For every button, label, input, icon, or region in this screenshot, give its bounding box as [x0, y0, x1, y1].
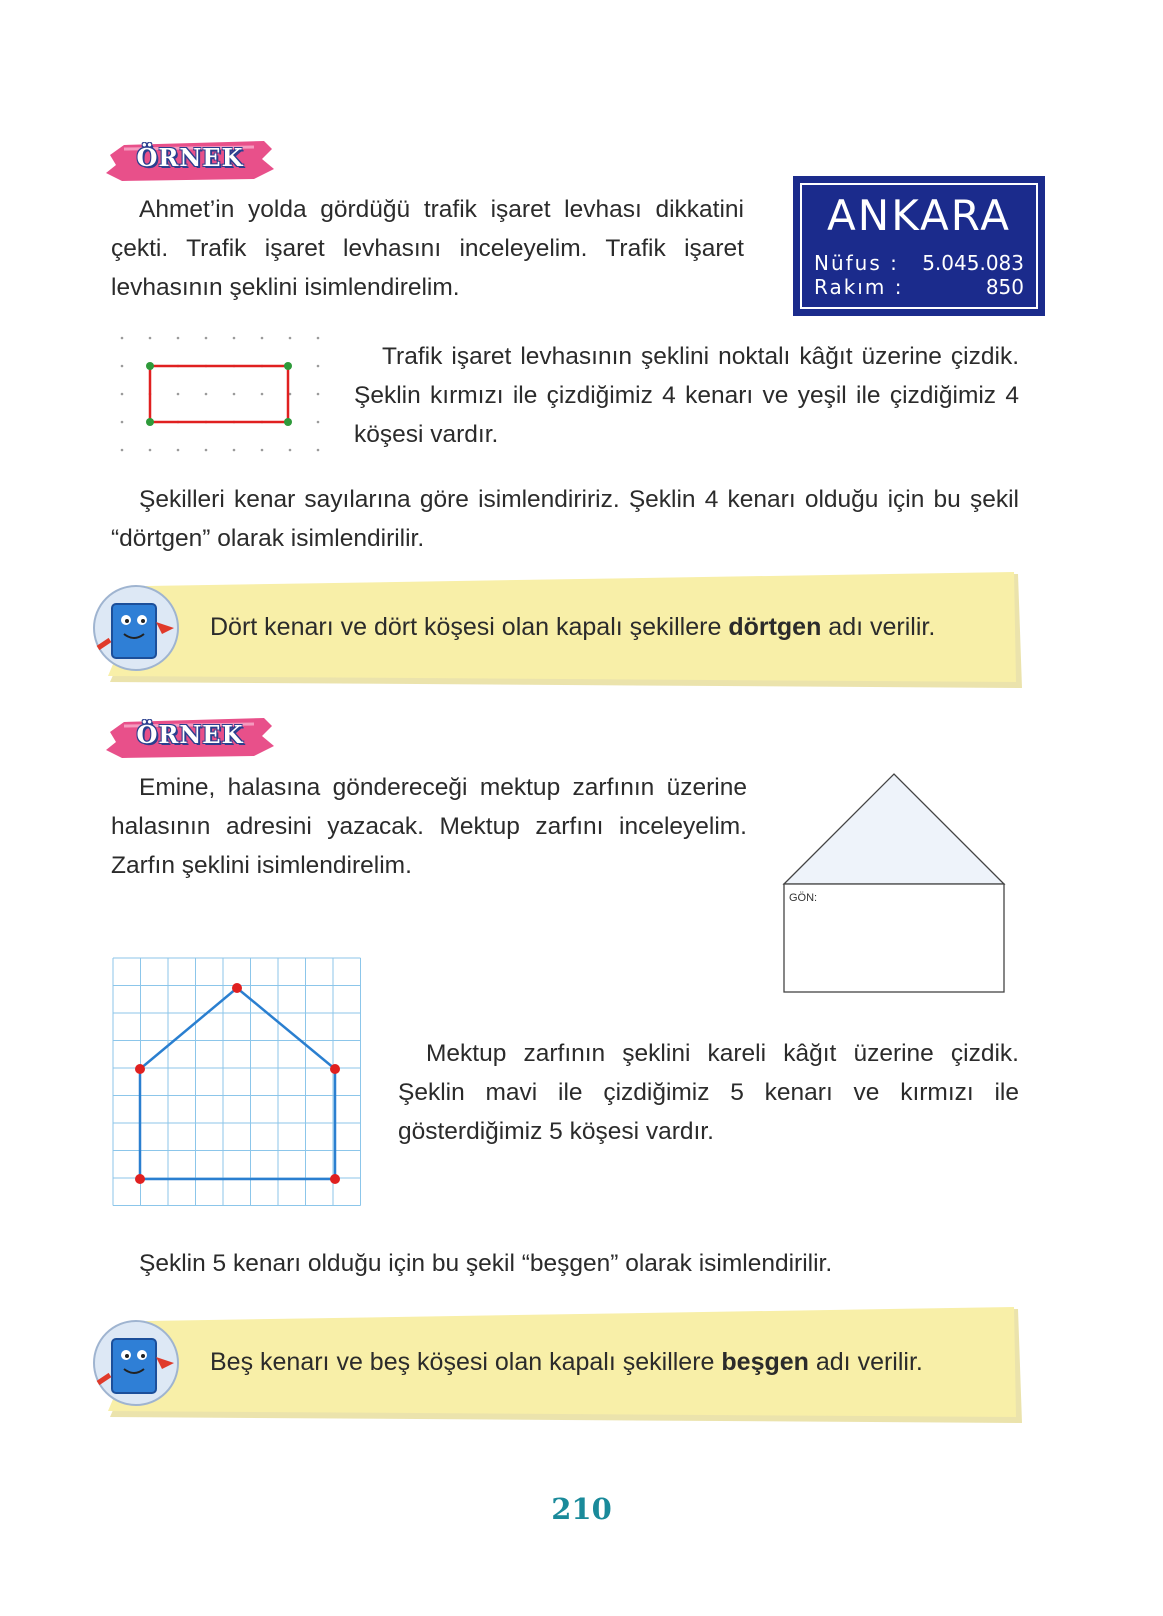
pentagon-text: Mektup zarfının şeklini kareli kâğıt üzerine çizdik. Şeklin mavi ile çizdiğimiz 5 kenarı ve kırmızı ile gösterdiğimiz 5 köşesi vardır. — [398, 1040, 1019, 1145]
grid-dot — [177, 393, 180, 396]
sign-city: ANKARA — [827, 191, 1011, 240]
badge-label: ÖRNEK — [136, 143, 244, 172]
example1-text: Ahmet’in yolda gördüğü trafik işaret levhası dikkatini çekti. Trafik işaret levhasını inceleyelim. Trafik işaret levhasının şeklini isimlendirelim. — [111, 196, 744, 301]
dotted-paper-rectangle — [112, 330, 327, 460]
envelope-sender-label: GÖN: — [789, 892, 818, 904]
pentagon-vertex — [330, 1174, 340, 1184]
grid-dot — [205, 337, 208, 340]
grid-dot — [205, 393, 208, 396]
example-badge — [104, 712, 276, 764]
grid-paper-pentagon — [112, 957, 367, 1212]
rule-banner-besgen — [90, 1305, 1030, 1430]
grid-dot — [261, 393, 264, 396]
grid-dot — [317, 449, 320, 452]
grid-dot — [177, 337, 180, 340]
rectangle-edges — [150, 366, 288, 422]
sign-population-value: 5.045.083 — [922, 251, 1024, 275]
grid-dot — [121, 365, 124, 368]
grid-dot — [121, 449, 124, 452]
pentagon-vertex — [135, 1064, 145, 1074]
pentagon-vertex — [330, 1064, 340, 1074]
grid-dot — [149, 337, 152, 340]
rule-text-part: adı verilir. — [821, 613, 936, 641]
grid-dot — [317, 421, 320, 424]
rectangle-vertex — [284, 362, 292, 370]
grid-dot — [233, 393, 236, 396]
grid-dot — [121, 421, 124, 424]
grid-dot — [233, 337, 236, 340]
grid-dot — [261, 337, 264, 340]
grid-dot — [289, 449, 292, 452]
sign-altitude-value: 850 — [985, 275, 1024, 299]
rule-term: dörtgen — [728, 613, 822, 641]
pentagon-naming-text: Şeklin 5 kenarı olduğu için bu şekil “beşgen” olarak isimlendirilir. — [139, 1250, 833, 1277]
traffic-sign — [793, 176, 1045, 316]
rule-term: beşgen — [721, 1348, 809, 1376]
pentagon-vertex — [135, 1174, 145, 1184]
grid-dot — [149, 449, 152, 452]
sign-altitude-label: Rakım : — [814, 275, 904, 299]
envelope-flap — [784, 774, 1004, 884]
envelope-drawing — [780, 770, 1015, 1000]
rule-text — [210, 613, 935, 642]
page-number: 210 — [551, 1492, 612, 1526]
grid-dot — [121, 337, 124, 340]
rectangle-vertex — [284, 418, 292, 426]
rule-text — [210, 1348, 923, 1377]
grid-dot — [289, 337, 292, 340]
grid-dot — [205, 449, 208, 452]
example2-text: Emine, halasına göndereceği mektup zarfının üzerine halasının adresini yazacak. Mektup zarfını inceleyelim. Zarfın şeklini isimlendirelim. — [111, 774, 747, 879]
book-mascot-icon — [90, 1317, 185, 1412]
rule-banner-dortgen — [90, 570, 1030, 695]
rectangle-vertex — [146, 362, 154, 370]
rule-text-part: adı verilir. — [808, 1348, 923, 1376]
pentagon-vertex — [232, 983, 242, 993]
grid-dot — [177, 449, 180, 452]
badge-label: ÖRNEK — [136, 720, 244, 749]
grid-dot — [261, 449, 264, 452]
grid-dot — [317, 365, 320, 368]
rectangle-vertex — [146, 418, 154, 426]
grid-dot — [121, 393, 124, 396]
rectangle-text: Trafik işaret levhasının şeklini noktalı kâğıt üzerine çizdik. Şeklin kırmızı ile çizdiğimiz 4 kenarı ve yeşil ile çizdiğimiz 4 köşesi vardır. — [354, 343, 1019, 448]
naming-text: Şekilleri kenar sayılarına göre isimlendiririz. Şeklin 4 kenarı olduğu için bu şekil “dörtgen” olarak isimlendirilir. — [111, 486, 1019, 552]
grid-dot — [317, 337, 320, 340]
sign-population-label: Nüfus : — [814, 251, 899, 275]
rule-text-part: Dört kenarı ve dört köşesi olan kapalı şekillere — [210, 613, 729, 641]
sign-population-row — [814, 251, 1024, 275]
grid-dot — [317, 393, 320, 396]
example-badge — [104, 135, 276, 187]
rule-text-part: Beş kenarı ve beş köşesi olan kapalı şekillere — [210, 1348, 722, 1376]
book-mascot-icon — [90, 582, 185, 677]
sign-altitude-row — [814, 275, 1024, 299]
sign-border — [800, 183, 1038, 309]
grid-dot — [233, 449, 236, 452]
